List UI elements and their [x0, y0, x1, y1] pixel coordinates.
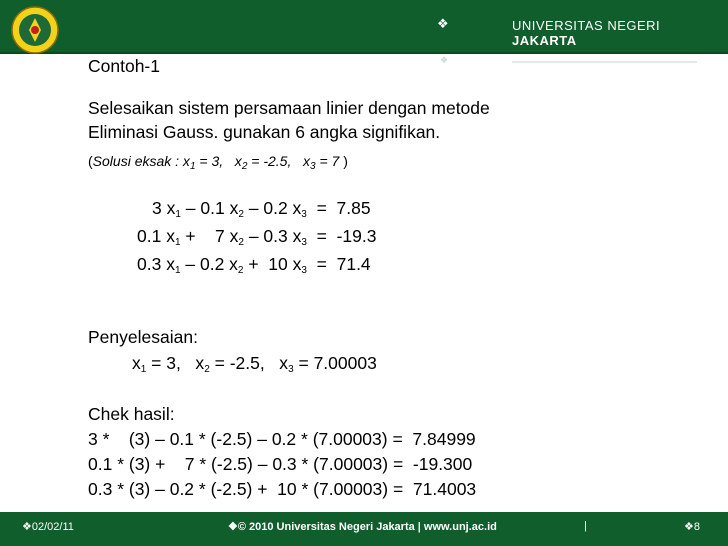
eq2-term-b: + 7 x: [180, 226, 239, 246]
sol-tail: = 7.00003: [293, 353, 377, 373]
eq1-sub-1: 1: [175, 209, 181, 220]
eq1-sub-3: 3: [301, 209, 307, 220]
slide-title: Contoh-1: [88, 56, 160, 76]
equation-1: [152, 198, 371, 220]
exact-mid-1: = 3, x: [195, 153, 242, 169]
eq3-term-c: + 10 x: [243, 254, 302, 274]
eq2-term-c: – 0.3 x: [243, 226, 302, 246]
check-line-1: 3 * (3) – 0.1 * (-2.5) – 0.2 * (7.00003) = 7.84999: [88, 429, 476, 449]
footer-date: ❖02/02/11: [22, 521, 74, 533]
university-logo-icon: [8, 4, 66, 56]
eq3-rhs: = 71.4: [306, 254, 371, 274]
university-name: [512, 18, 728, 48]
check-line-3: 0.3 * (3) – 0.2 * (-2.5) + 10 * (7.00003) = 71.4003: [88, 479, 477, 499]
eq3-sub-1: 1: [174, 265, 181, 276]
university-name-bold: JAKARTA: [512, 33, 577, 48]
exact-sub-2: 2: [241, 161, 248, 172]
equation-3: [137, 254, 371, 276]
exact-tail: = 7: [315, 153, 344, 169]
eq1-term-c: – 0.2 x: [243, 198, 302, 218]
eq1-sub-2: 2: [238, 209, 244, 220]
eq3-sub-3: 3: [301, 265, 307, 276]
exact-sub-3: 3: [310, 161, 316, 172]
header-faint-line: [512, 61, 697, 63]
exact-sub-1: 1: [189, 161, 196, 172]
exact-solution: [88, 153, 348, 172]
eq3-term-b: – 0.2 x: [180, 254, 238, 274]
eq1-term-b: – 0.1 x: [180, 198, 239, 218]
exact-close: ): [343, 153, 348, 169]
header-bullet-icon: ❖: [437, 16, 449, 31]
eq3-sub-2: 2: [237, 265, 244, 276]
eq2-sub-1: 1: [174, 237, 181, 248]
solution-values: [132, 353, 377, 375]
exact-prefix: Solusi eksak : x: [92, 153, 190, 169]
eq2-term-a: 0.1 x: [137, 226, 175, 246]
header-sub-bullet-icon: ❖: [440, 55, 449, 65]
intro-line-1: Selesaikan sistem persamaan linier dengan metode: [88, 98, 490, 118]
exact-open: (: [88, 153, 93, 169]
eq2-sub-2: 2: [238, 237, 244, 248]
eq1-term-a: 3 x: [152, 198, 176, 218]
eq1-rhs: = 7.85: [306, 198, 371, 218]
header-stripe: [0, 52, 728, 54]
footer-copyright: ❖© 2010 Universitas Negeri Jakarta | www.unj.ac.id: [228, 521, 497, 533]
check-line-2: 0.1 * (3) + 7 * (-2.5) – 0.3 * (7.00003) = -19.300: [88, 454, 473, 474]
footer-page-number: ❖8: [684, 521, 700, 533]
footer-separator: |: [584, 520, 587, 532]
exact-mid-2: = -2.5, x: [247, 153, 311, 169]
sol-x2: = 3, x: [146, 353, 205, 373]
sol-sub-1: 1: [140, 364, 147, 375]
check-label: Chek hasil:: [88, 404, 175, 424]
eq3-term-a: 0.3 x: [137, 254, 175, 274]
sol-x1: x: [132, 353, 141, 373]
eq2-rhs: = -19.3: [306, 226, 377, 246]
solution-label: Penyelesaian:: [88, 327, 198, 347]
sol-x3: = -2.5, x: [209, 353, 289, 373]
sol-sub-2: 2: [204, 364, 210, 375]
equation-2: [137, 226, 376, 248]
intro-line-2: Eliminasi Gauss. gunakan 6 angka signifikan.: [88, 122, 441, 142]
eq2-sub-3: 3: [301, 237, 307, 248]
sol-sub-3: 3: [288, 364, 294, 375]
university-name-light: UNIVERSITAS NEGERI: [512, 18, 661, 33]
